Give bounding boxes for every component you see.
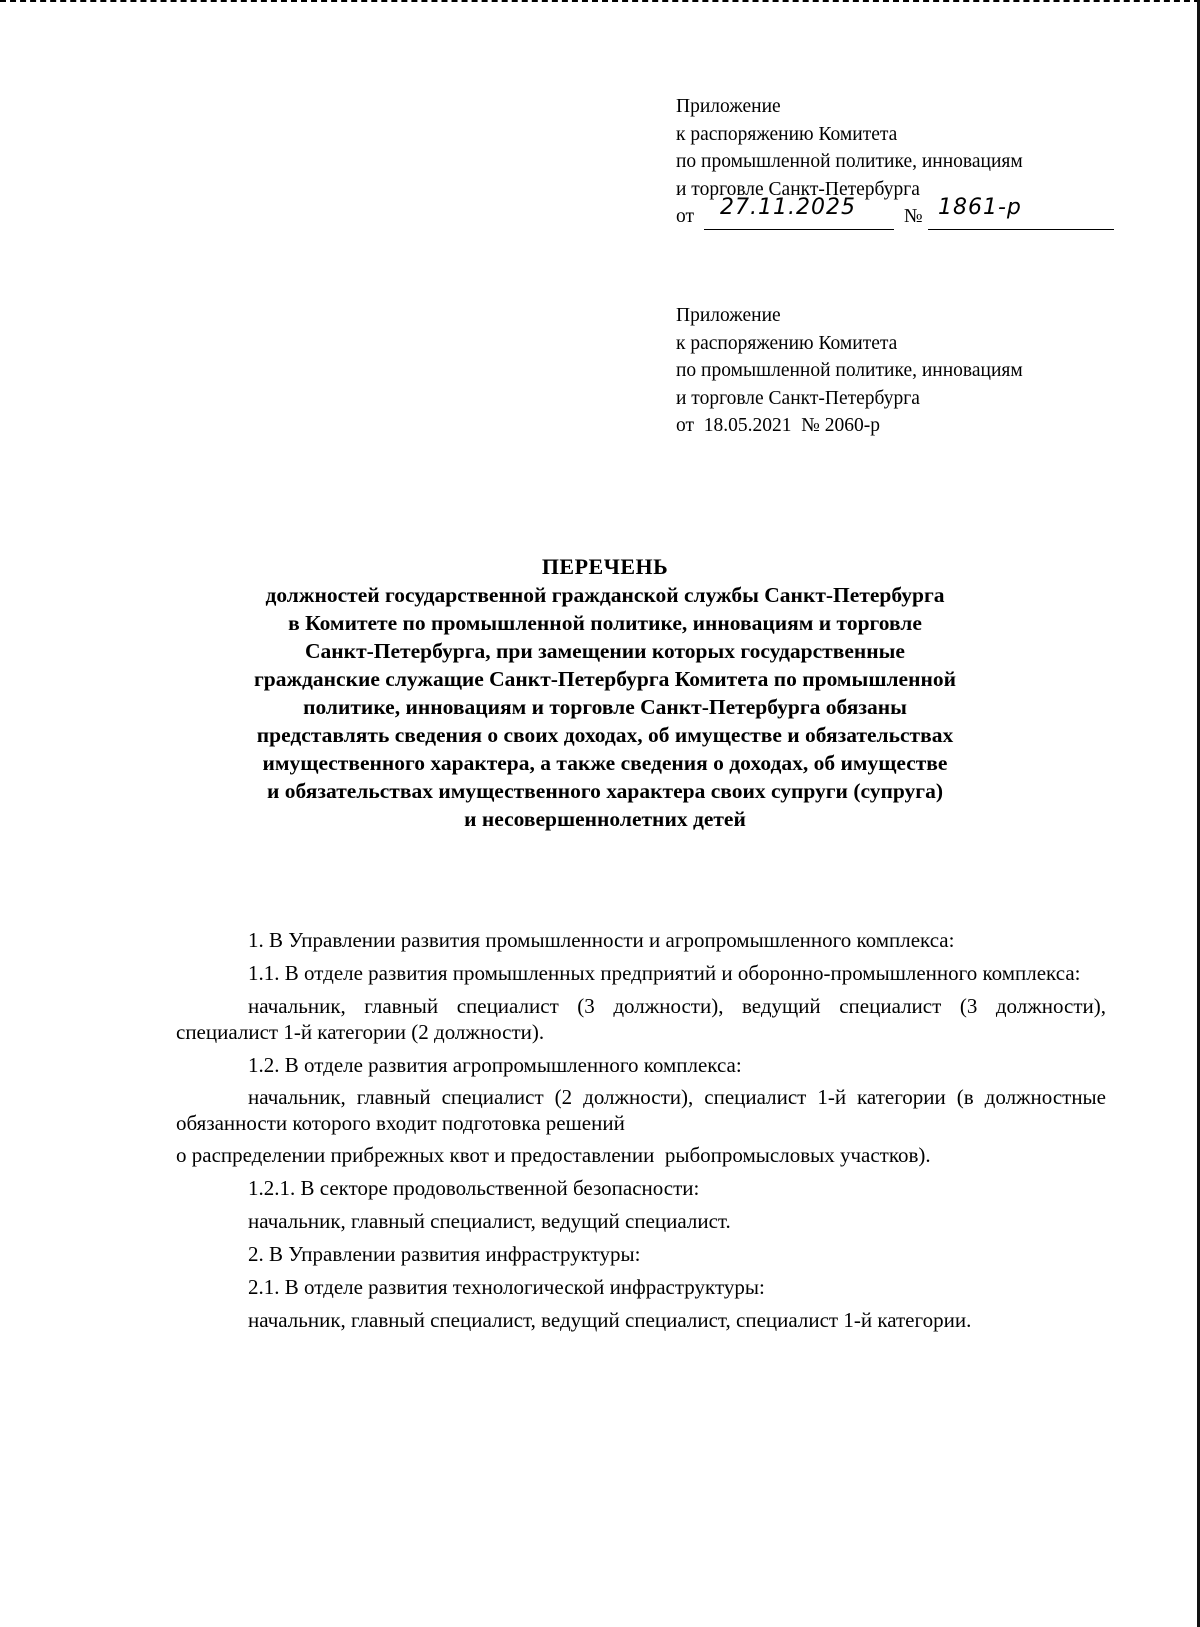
annex-line: к распоряжению Комитета — [676, 123, 898, 145]
date-label: от — [676, 206, 695, 227]
annex-line: к распоряжению Комитета — [676, 332, 898, 354]
annex-line: Приложение — [676, 96, 781, 117]
annex-current-order — [676, 93, 1116, 230]
section-1-1: 1.1. В отделе развития промышленных предприятий и оборонно-промышленного комплекса: — [248, 961, 1081, 985]
section-2-1: 2.1. В отделе развития технологической инфраструктуры: — [248, 1275, 765, 1299]
section-1-2-positions: начальник, главный специалист (2 должности), специалист 1-й категории (в должностные обязанности которого входит подготовка решений — [176, 1085, 1106, 1135]
section-1-2-positions-continued: о распределении прибрежных квот и предоставлении рыбопромысловых участков). — [176, 1143, 931, 1167]
title-line: политике, инновациям и торговле Санкт-Петербурга обязаны — [303, 695, 907, 719]
annex-original-order — [676, 302, 1116, 440]
section-1: 1. В Управлении развития промышленности и агропромышленного комплекса: — [248, 928, 955, 952]
title-heading: ПЕРЕЧЕНЬ — [541, 554, 669, 579]
number-label: № — [904, 206, 923, 227]
title-line: Санкт-Петербурга, при замещении которых государственные — [305, 639, 905, 663]
section-2-1-positions: начальник, главный специалист, ведущий специалист, специалист 1-й категории. — [248, 1308, 972, 1332]
title-line: представлять сведения о своих доходах, об имуществе и обязательствах — [256, 723, 954, 747]
page-top-edge — [0, 0, 1200, 4]
title-line: и обязательствах имущественного характера своих супруги (супруга) — [267, 779, 943, 803]
title-line: должностей государственной гражданской службы Санкт-Петербурга — [265, 583, 945, 607]
annex-line: по промышленной политике, инновациям — [676, 360, 1023, 381]
section-1-1-positions: начальник, главный специалист (3 должности), ведущий специалист (3 должности), специалист 1-й категории (2 должности). — [176, 994, 1106, 1044]
document-body — [176, 927, 1106, 1340]
title-line: в Комитете по промышленной политике, инновациям и торговле — [288, 611, 922, 635]
annex-line: Приложение — [676, 305, 781, 326]
title-line: гражданские служащие Санкт-Петербурга Комитета по промышленной — [253, 667, 957, 691]
title-line: имущественного характера, а также сведения о доходах, об имуществе — [262, 751, 948, 775]
section-1-2-1-positions: начальник, главный специалист, ведущий специалист. — [248, 1209, 731, 1233]
annex-line: по промышленной политике, инновациям — [676, 151, 1023, 172]
section-1-2: 1.2. В отделе развития агропромышленного комплекса: — [248, 1053, 742, 1077]
handwritten-number: 1861-р — [938, 195, 1022, 220]
handwritten-date: 27.11.2025 — [720, 195, 856, 220]
document-title — [140, 553, 1070, 833]
number-underline — [928, 229, 1114, 230]
annex-line: и торговле Санкт-Петербурга — [676, 387, 920, 409]
annex-date-number-row — [676, 195, 1116, 230]
section-2: 2. В Управлении развития инфраструктуры: — [248, 1242, 641, 1266]
date-underline — [704, 229, 894, 230]
title-line: и несовершеннолетних детей — [464, 807, 746, 831]
annex-line: и торговле Санкт-Петербурга — [676, 178, 920, 200]
annex-line: от 18.05.2021 № 2060-р — [676, 415, 880, 436]
section-1-2-1: 1.2.1. В секторе продовольственной безопасности: — [248, 1176, 700, 1200]
